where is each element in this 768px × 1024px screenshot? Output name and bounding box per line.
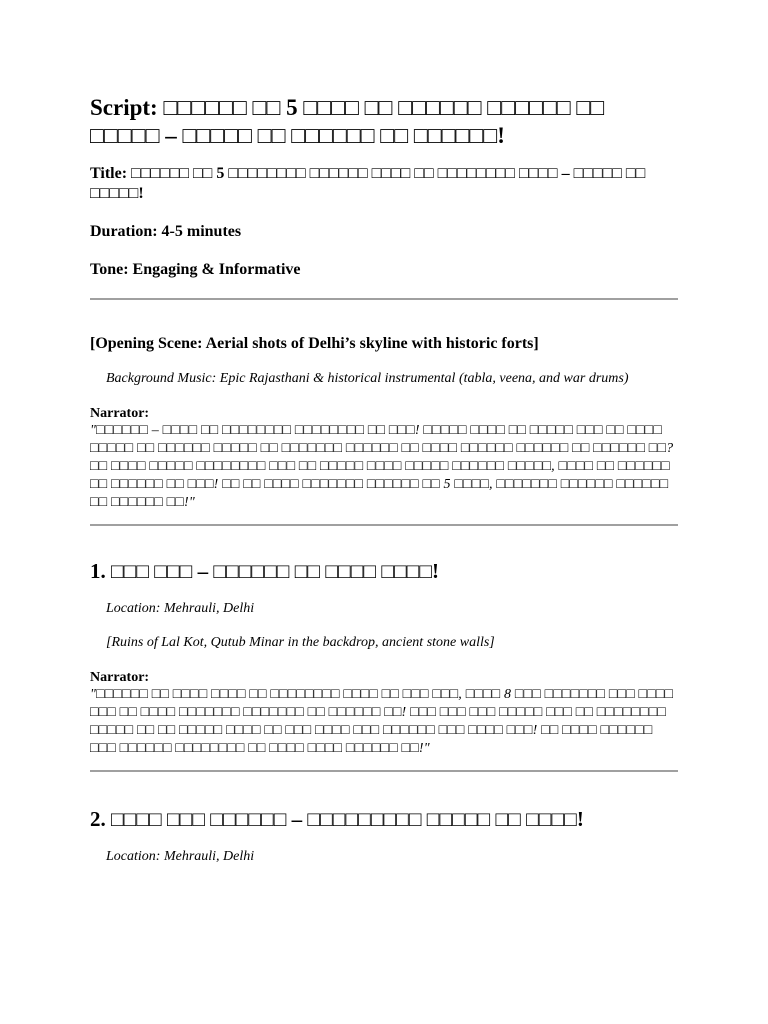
section-location: Location: Mehrauli, Delhi [106, 849, 255, 864]
divider [90, 298, 678, 300]
section-narration: "□□□□□□ □□ □□□□ □□□□ □□ □□□□□□□□ □□□□ □□ □□□ □□□, □□□□ 8 □□□ □□□□□□□ □□□ □□□□ □□□ □□ □□□□ □□□□□□□ □□□□□□□ □□ □□□□□□ □□! □□□ □□□ □□□ □□□□□ □□□ □□ □□□□□□□□ □□□□□ □□ □□ □□□□□ □□□□ □□ □□□ □□□□ □□□ □□□□□□ □□□ □□□□ □□□! □□ □□□□ □□□□□□ □□□ □□□□□□ □□□□□□□□ □□ □□□□ □□□□ □□□□□□ □□!" [90, 687, 674, 756]
script-document [90, 94, 678, 866]
opening-scene: [Opening Scene: Aerial shots of Delhi’s skyline with historic forts] [90, 335, 539, 352]
background-music-note: Background Music: Epic Rajasthani & historical instrumental (tabla, veena, and war drums) [106, 371, 629, 386]
divider [90, 524, 678, 526]
divider [90, 770, 678, 772]
section-heading: 1. □□□ □□□ – □□□□□□ □□ □□□□ □□□□! [90, 559, 440, 583]
narrator-intro-text: "□□□□□□ – □□□□ □□ □□□□□□□□ □□□□□□□□ □□ □□□! □□□□□ □□□□ □□ □□□□□ □□□ □□ □□□□ □□□□□ □□ □□□□□□ □□□□□ □□ □□□□□□□ □□□□□□ □□ □□□□ □□□□□□ □□□□□□ □□ □□□□□□ □□? □□ □□□□ □□□□□ □□□□□□□□ □□□ □□ □□□□□ □□□□ □□□□□ □□□□□□ □□□□□, □□□□ □□ □□□□□□ □□ □□□□□□ □□ □□□! □□ □□ □□□□ □□□□□□□ □□□□□□ □□ 5 □□□□, □□□□□□□ □□□□□□ □□□□□□ □□ □□□□□□ □□!" [90, 423, 674, 510]
section-scene: [Ruins of Lal Kot, Qutub Minar in the backdrop, ancient stone walls] [106, 635, 495, 650]
section-location: Location: Mehrauli, Delhi [106, 601, 255, 616]
section-heading: 2. □□□□ □□□ □□□□□□ – □□□□□□□□□ □□□□□ □□ □□□□! [90, 807, 584, 831]
narrator-label: Narrator: [90, 406, 150, 421]
tone-line: Tone: Engaging & Informative [90, 261, 301, 278]
duration-line: Duration: 4-5 minutes [90, 223, 242, 240]
script-heading: Script: □□□□□□ □□ 5 □□□□ □□ □□□□□□ □□□□□□ □□ □□□□□ – □□□□□ □□ □□□□□□ □□ □□□□□□! [90, 95, 605, 148]
narrator-label: Narrator: [90, 670, 150, 685]
title-line: Title: □□□□□□ □□ 5 □□□□□□□□ □□□□□□ □□□□ □□ □□□□□□□□ □□□□ – □□□□□ □□ □□□□□! [90, 165, 646, 202]
